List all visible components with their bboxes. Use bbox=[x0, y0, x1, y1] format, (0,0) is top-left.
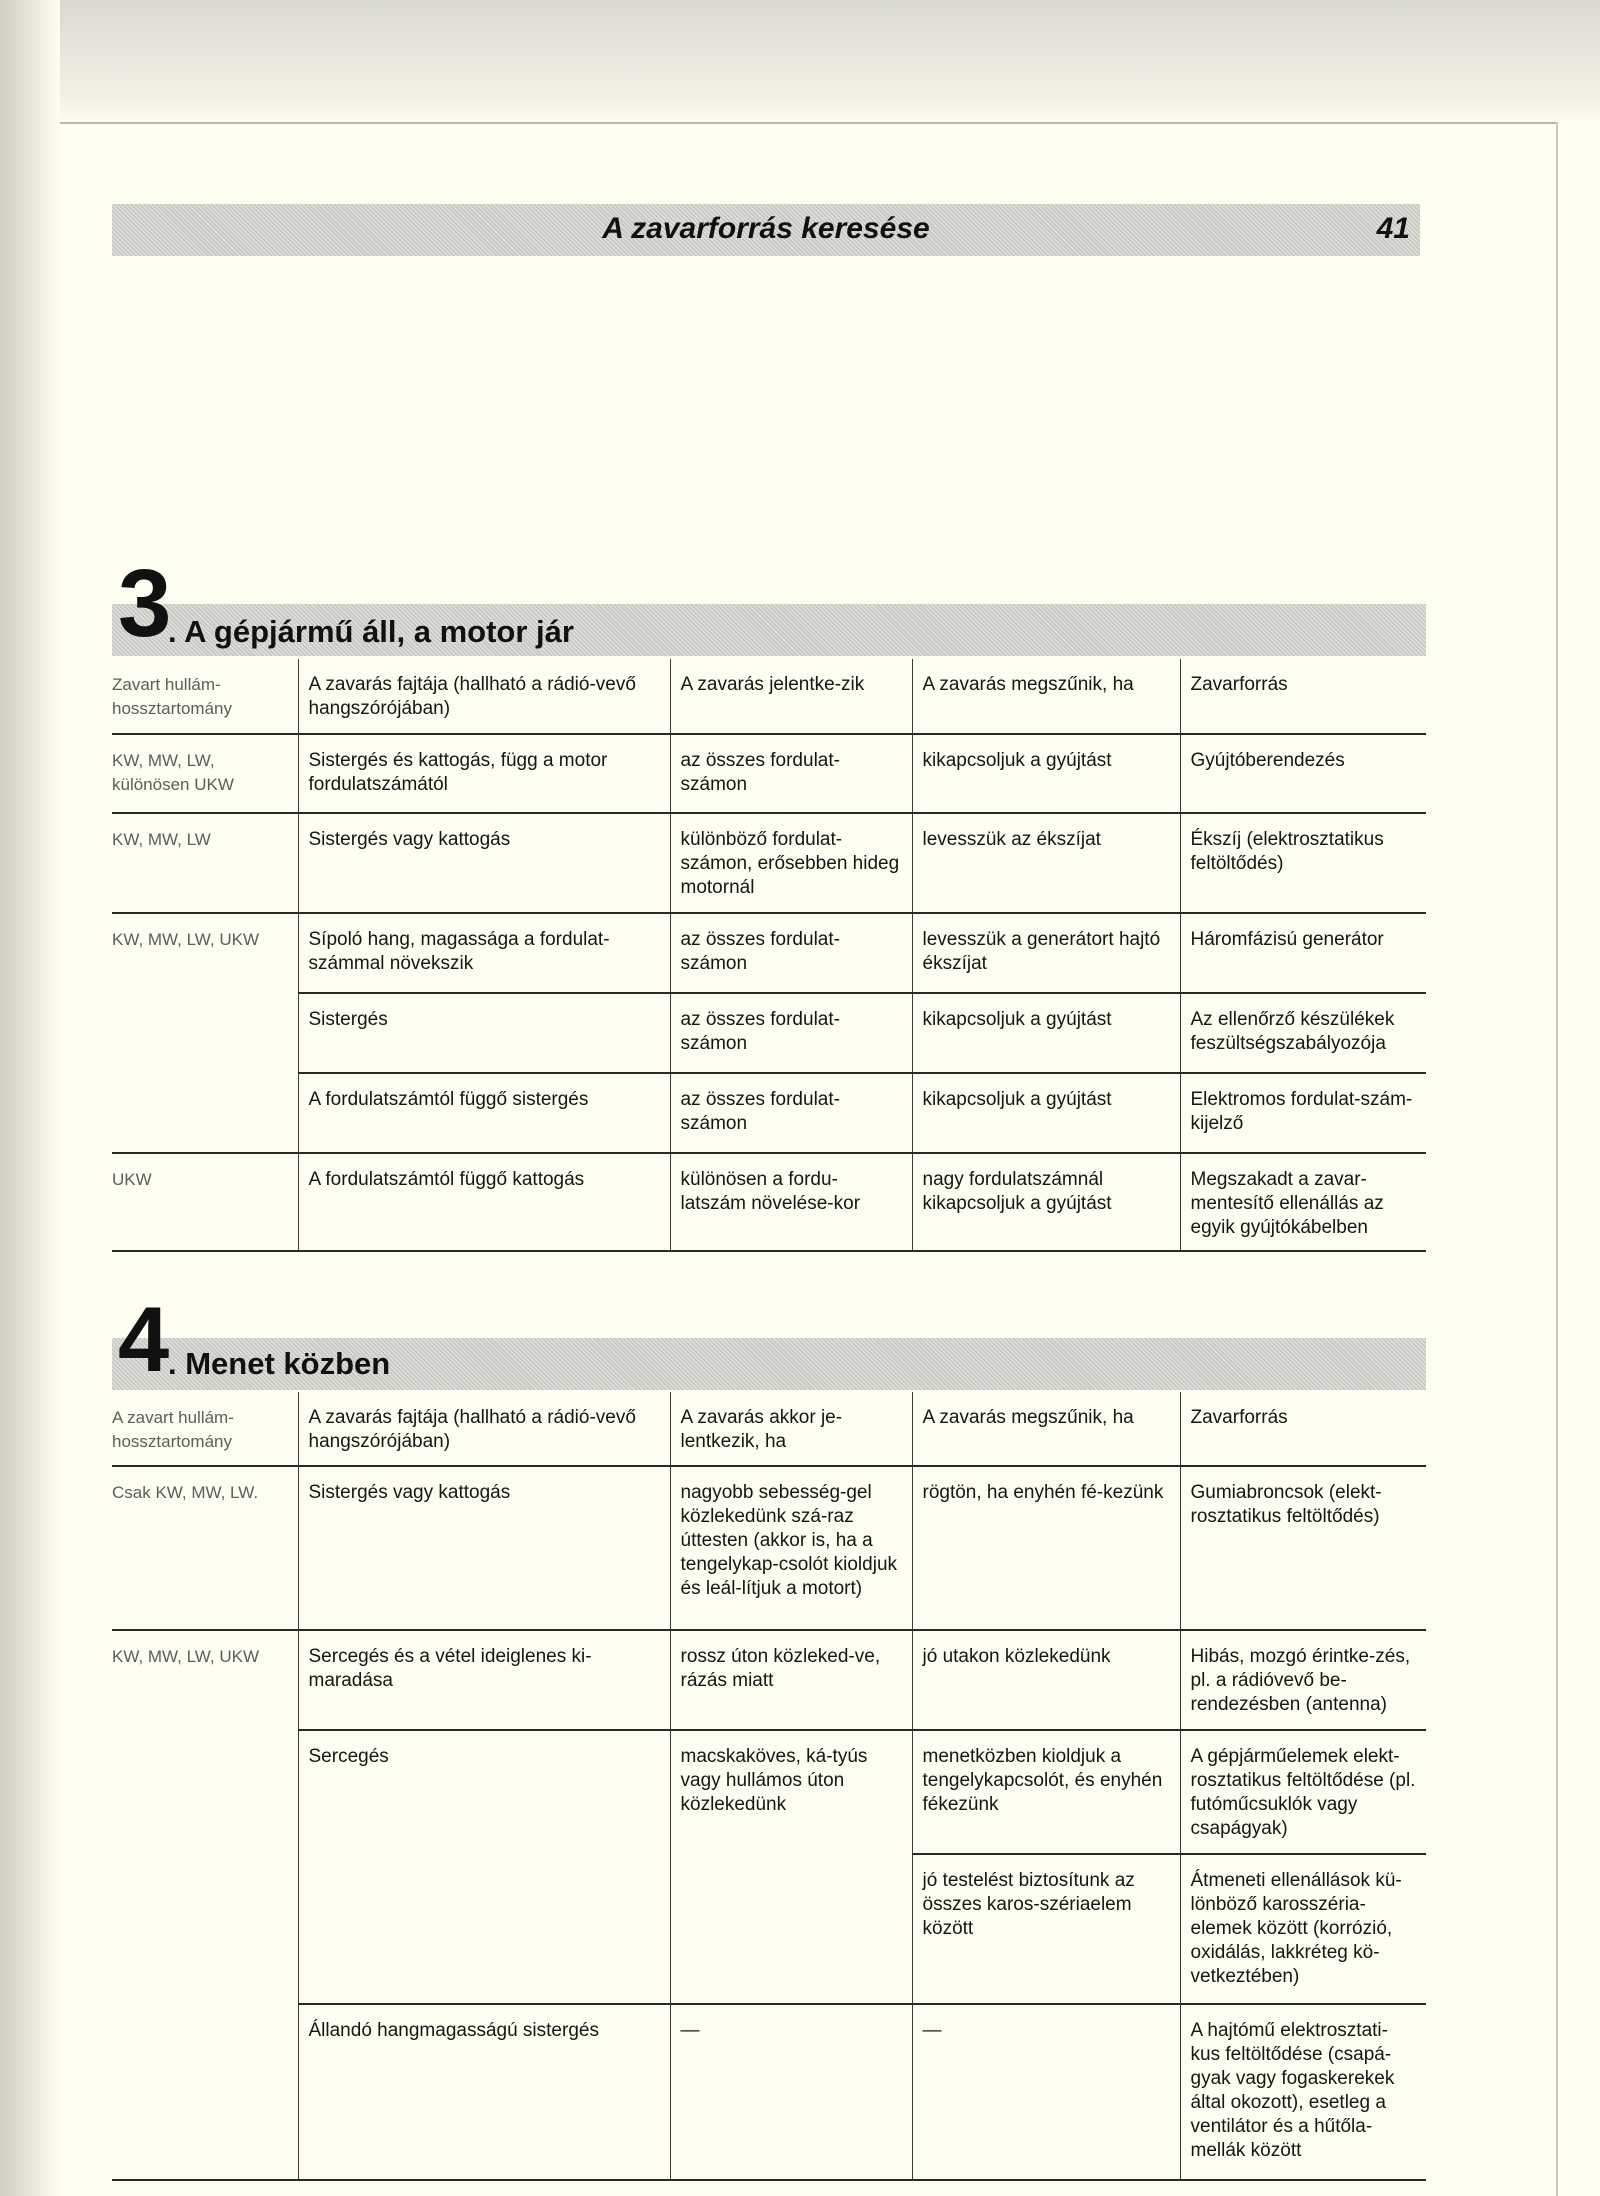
column-header: A zavarás megszűnik, ha bbox=[912, 659, 1180, 734]
section-3-number: 3 bbox=[118, 550, 172, 657]
section-3-table bbox=[112, 659, 1426, 1252]
column-header: Zavart hullám-hossztartomány bbox=[112, 659, 298, 734]
table-cell: különösen a fordu-latszám növelése-kor bbox=[670, 1153, 912, 1251]
table-cell: Megszakadt a zavar-mentesítő ellenállás az egyik gyújtókábelben bbox=[1180, 1153, 1426, 1251]
section-4-title: . Menet közben bbox=[168, 1346, 391, 1381]
running-title: A zavarforrás keresése bbox=[602, 212, 930, 245]
table-cell: levesszük a generátort hajtó ékszíjat bbox=[912, 913, 1180, 993]
table-cell: A fordulatszámtól függő sistergés bbox=[298, 1073, 670, 1153]
table-cell: Gumiabroncsok (elekt-rosztatikus feltöltődés) bbox=[1180, 1466, 1426, 1630]
table-cell: Sistergés és kattogás, függ a motor fordulatszámától bbox=[298, 734, 670, 813]
scan-shadow-top bbox=[0, 0, 1600, 125]
table-cell: az összes fordulat-számon bbox=[670, 1073, 912, 1153]
page-number: 41 bbox=[1376, 212, 1410, 245]
table-cell: Ékszíj (elektrosztatikus feltöltődés) bbox=[1180, 813, 1426, 913]
table-cell: — bbox=[670, 2004, 912, 2180]
page-edge-right bbox=[1556, 122, 1558, 2196]
table-row bbox=[112, 913, 1426, 993]
column-header: A zavarás akkor je-lentkezik, ha bbox=[670, 1392, 912, 1466]
table-row bbox=[112, 1854, 1426, 2004]
table-cell: jó utakon közlekedünk bbox=[912, 1630, 1180, 1730]
table-row bbox=[112, 813, 1426, 913]
table-row bbox=[112, 734, 1426, 813]
table-cell bbox=[112, 1730, 298, 1854]
table-cell: Sistergés vagy kattogás bbox=[298, 1466, 670, 1630]
table-cell bbox=[298, 1854, 670, 2004]
section-3-title: . A gépjármű áll, a motor jár bbox=[168, 614, 574, 649]
column-header: A zavarás fajtája (hallható a rádió-vevő hangszórójában) bbox=[298, 659, 670, 734]
page-edge-top bbox=[60, 122, 1558, 124]
section-4-table bbox=[112, 1392, 1426, 2181]
table-row bbox=[112, 993, 1426, 1073]
table-cell bbox=[112, 1073, 298, 1153]
table-cell: Háromfázisú generátor bbox=[1180, 913, 1426, 993]
table-row bbox=[112, 1153, 1426, 1251]
table-cell: Sistergés vagy kattogás bbox=[298, 813, 670, 913]
table-cell: az összes fordulat-számon bbox=[670, 734, 912, 813]
table-row bbox=[112, 2004, 1426, 2180]
table-cell: Sercegés bbox=[298, 1730, 670, 1854]
table-cell: kikapcsoljuk a gyújtást bbox=[912, 734, 1180, 813]
table-cell: különböző fordulat-számon, erősebben hideg motornál bbox=[670, 813, 912, 913]
column-header: Zavarforrás bbox=[1180, 1392, 1426, 1466]
running-header bbox=[112, 204, 1420, 256]
table-cell: Sercegés és a vétel ideiglenes ki-maradása bbox=[298, 1630, 670, 1730]
table-cell: rögtön, ha enyhén fé-kezünk bbox=[912, 1466, 1180, 1630]
table-cell: Az ellenőrző készülékek feszültségszabályozója bbox=[1180, 993, 1426, 1073]
table-cell bbox=[112, 2004, 298, 2180]
scan-shadow-left bbox=[0, 0, 60, 2196]
section-4-number: 4 bbox=[118, 1289, 170, 1391]
section-4-heading bbox=[112, 1289, 1426, 1391]
table-cell: Sípoló hang, magassága a fordulat-számmal növekszik bbox=[298, 913, 670, 993]
column-header: A zavarás megszűnik, ha bbox=[912, 1392, 1180, 1466]
table-cell: rossz úton közleked-ve, rázás miatt bbox=[670, 1630, 912, 1730]
table-cell: Átmeneti ellenállások kü-lönböző karosszéria-elemek között (korrózió, oxidálás, lakkréteg kö-vetkeztében) bbox=[1180, 1854, 1426, 2004]
table-cell: az összes fordulat-számon bbox=[670, 993, 912, 1073]
table-cell: KW, MW, LW, különösen UKW bbox=[112, 734, 298, 813]
table-row bbox=[112, 1630, 1426, 1730]
table-cell: A hajtómű elektrosztati-kus feltöltődése (csapá-gyak vagy fogaskerekek által okozott), esetleg a ventilátor és a hűtőla-mellák között bbox=[1180, 2004, 1426, 2180]
table-cell: az összes fordulat-számon bbox=[670, 913, 912, 993]
table-cell: jó testelést biztosítunk az összes karos-szériaelem között bbox=[912, 1854, 1180, 2004]
column-header: A zavart hullám-hossztartomány bbox=[112, 1392, 298, 1466]
table-cell: KW, MW, LW bbox=[112, 813, 298, 913]
table-cell: nagyobb sebesség-gel közlekedünk szá-raz úttesten (akkor is, ha a tengelykap-csolót kioldjuk és leál-lítjuk a motort) bbox=[670, 1466, 912, 1630]
table-cell: kikapcsoljuk a gyújtást bbox=[912, 1073, 1180, 1153]
table-cell bbox=[670, 1854, 912, 2004]
table-cell: Hibás, mozgó érintke-zés, pl. a rádióvevő be-rendezésben (antenna) bbox=[1180, 1630, 1426, 1730]
table-cell: Gyújtóberendezés bbox=[1180, 734, 1426, 813]
table-cell: kikapcsoljuk a gyújtást bbox=[912, 993, 1180, 1073]
table-header-row bbox=[112, 1392, 1426, 1466]
table-row bbox=[112, 1073, 1426, 1153]
table-cell: menetközben kioldjuk a tengelykapcsolót, és enyhén fékezünk bbox=[912, 1730, 1180, 1854]
table-row bbox=[112, 1730, 1426, 1854]
table-header-row bbox=[112, 659, 1426, 734]
table-cell: — bbox=[912, 2004, 1180, 2180]
column-header: Zavarforrás bbox=[1180, 659, 1426, 734]
table-cell bbox=[112, 993, 298, 1073]
table-row bbox=[112, 1466, 1426, 1630]
table-cell: Sistergés bbox=[298, 993, 670, 1073]
table-cell: nagy fordulatszámnál kikapcsoljuk a gyújtást bbox=[912, 1153, 1180, 1251]
table-cell: Csak KW, MW, LW. bbox=[112, 1466, 298, 1630]
table-cell: macskaköves, ká-tyús vagy hullámos úton közlekedünk bbox=[670, 1730, 912, 1854]
column-header: A zavarás jelentke-zik bbox=[670, 659, 912, 734]
table-cell: Elektromos fordulat-szám-kijelző bbox=[1180, 1073, 1426, 1153]
table-cell: KW, MW, LW, UKW bbox=[112, 1647, 260, 1666]
table-cell: UKW bbox=[112, 1153, 298, 1251]
table-cell bbox=[112, 1854, 298, 2004]
table-cell: Állandó hangmagasságú sistergés bbox=[298, 2004, 670, 2180]
column-header: A zavarás fajtája (hallható a rádió-vevő hangszórójában) bbox=[298, 1392, 670, 1466]
table-cell: levesszük az ékszíjat bbox=[912, 813, 1180, 913]
table-cell: A fordulatszámtól függő kattogás bbox=[298, 1153, 670, 1251]
section-3-heading bbox=[112, 550, 1426, 657]
table-cell: KW, MW, LW, UKW bbox=[112, 930, 260, 949]
table-cell: A gépjárműelemek elekt-rosztatikus feltöltődése (pl. futóműcsuklók vagy csapágyak) bbox=[1180, 1730, 1426, 1854]
